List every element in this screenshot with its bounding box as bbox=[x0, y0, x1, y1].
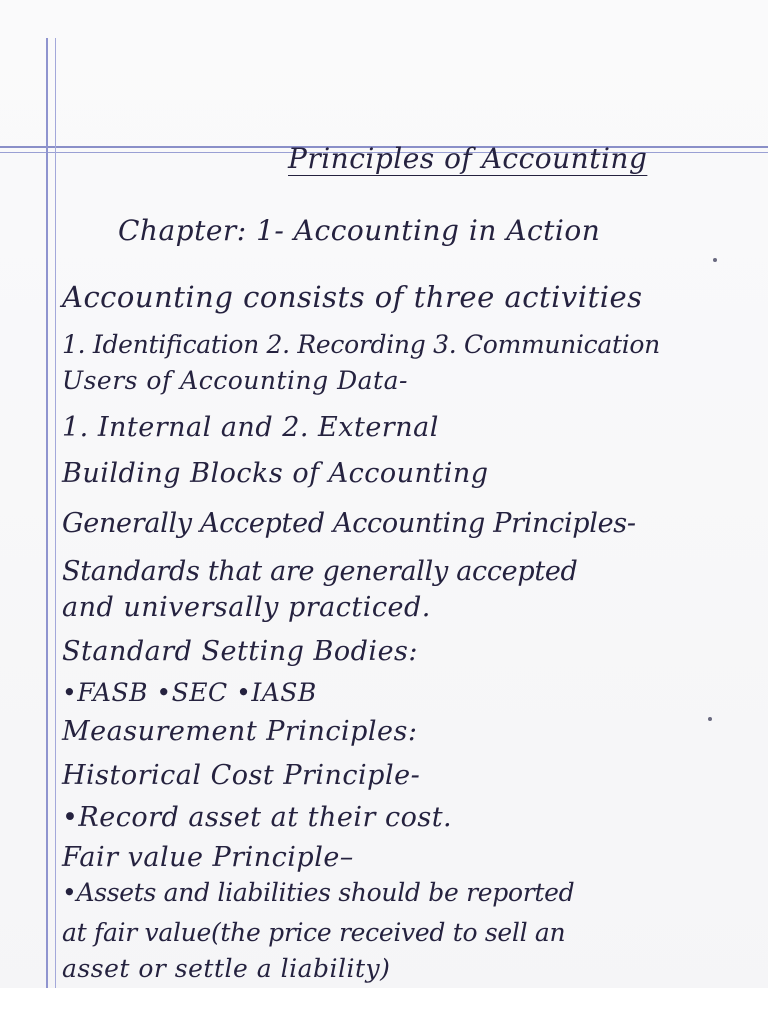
text-line: •Record asset at their cost. bbox=[62, 802, 453, 833]
text-line: Users of Accounting Data- bbox=[62, 366, 408, 395]
text-line: •FASB •SEC •IASB bbox=[62, 678, 317, 707]
ink-dot bbox=[708, 717, 712, 721]
text-line: •Assets and liabilities should be reported bbox=[62, 878, 575, 907]
text-line: 1. Internal and 2. External bbox=[62, 412, 439, 443]
ink-dot bbox=[713, 258, 717, 262]
text-line: 1. Identification 2. Recording 3. Communication bbox=[62, 330, 660, 359]
text-line: Accounting consists of three activities bbox=[62, 280, 643, 314]
text-line: Fair value Principle– bbox=[62, 842, 354, 873]
text-line: Building Blocks of Accounting bbox=[62, 458, 489, 489]
text-line: asset or settle a liability) bbox=[62, 954, 391, 983]
chapter-heading: Chapter: 1- Accounting in Action bbox=[118, 214, 601, 247]
text-line: Standard Setting Bodies: bbox=[62, 636, 418, 667]
text-line: Historical Cost Principle- bbox=[62, 760, 421, 791]
page-title: Principles of Accounting bbox=[288, 142, 648, 175]
text-line: and universally practiced. bbox=[62, 592, 431, 623]
margin-line bbox=[46, 38, 48, 998]
page-bottom-margin bbox=[0, 988, 768, 1024]
text-line: Measurement Principles: bbox=[62, 716, 418, 747]
text-line: at fair value(the price received to sell an bbox=[62, 918, 566, 947]
text-line: Standards that are generally accepted bbox=[62, 556, 578, 587]
text-line: Generally Accepted Accounting Principles- bbox=[62, 508, 636, 539]
margin-line-secondary bbox=[55, 38, 56, 998]
